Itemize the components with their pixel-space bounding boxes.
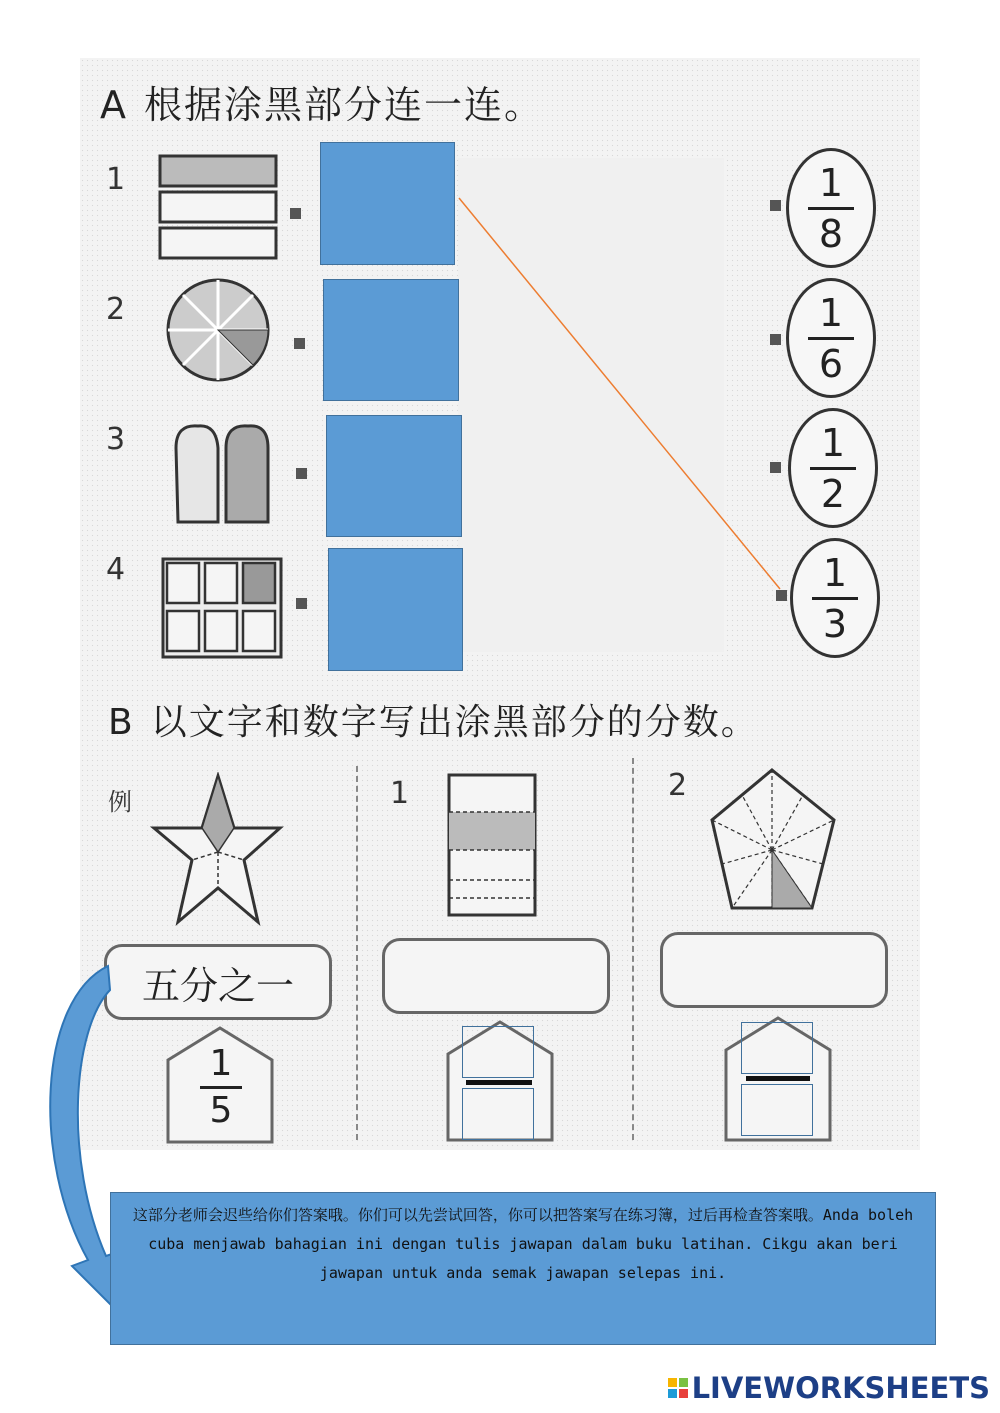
fraction-denominator: 6 [818,341,844,386]
example-fraction [196,1044,246,1131]
liveworksheets-logo-icon [668,1378,688,1398]
numerator-input-2[interactable] [741,1022,813,1074]
fraction-denominator: 8 [818,211,844,256]
connector-dot-right-2 [770,334,781,345]
fraction-oval-1-8[interactable] [786,148,876,268]
example-answer-box [104,944,332,1020]
fraction-numerator: 1 [818,160,844,205]
logo-text: LIVEWORKSHEETS [691,1371,990,1405]
fraction-denominator: 2 [820,471,846,516]
section-b-title: 以文字和数字写出涂黑部分的分数。 [150,702,759,743]
section-b-letter: B [108,702,135,743]
fraction-bar-1 [466,1080,532,1085]
logo-square [679,1389,688,1398]
row-number-4: 4 [106,552,126,587]
logo-square [679,1378,688,1387]
section-a-title: 根据涂黑部分连一连。 [144,83,545,127]
fraction-numerator: 1 [820,420,846,465]
column-divider-2 [632,758,634,1140]
denominator-input-2[interactable] [741,1084,813,1136]
pentagon-tenths-picture [708,766,838,912]
section-a-letter: A [100,83,128,127]
logo-square [668,1389,677,1398]
fraction-numerator: 1 [822,550,848,595]
connector-dot-right-4 [776,590,787,601]
column-divider-1 [356,766,358,1140]
row-number-3: 3 [106,422,126,457]
fraction-bar [808,207,854,210]
fraction-bar [808,337,854,340]
rectangle-sixths-picture [446,772,538,918]
answer-text-field-1[interactable] [382,938,610,1014]
numerator-input-1[interactable] [462,1026,534,1078]
example-answer-text: 五分之一 [141,963,294,1008]
question-number-2: 2 [668,768,688,803]
question-number-1: 1 [390,776,410,811]
fraction-denominator: 3 [822,601,848,646]
teacher-notice-text: 这部分老师会迟些给你们答案哦。你们可以先尝试回答，你可以把答案写在练习簿，过后再检查答案哦。Anda boleh cuba menjawab bahagian ini dengan tulis jawapan dalam buku latihan. Cikgu akan beri jawapan untuk anda semak jawapan selepas ini. [132,1206,914,1282]
fraction-bar-2 [746,1076,810,1081]
teacher-notice [110,1192,936,1345]
fraction-bar [812,597,858,600]
fraction-oval-1-3[interactable] [790,538,880,658]
row-number-1: 1 [106,162,126,197]
example-fraction-numerator: 1 [209,1043,233,1084]
fraction-oval-1-6[interactable] [786,278,876,398]
liveworksheets-logo [668,1371,990,1405]
section-b-heading [108,694,759,745]
example-fraction-bar [200,1086,242,1089]
fraction-bar [810,467,856,470]
logo-square [668,1378,677,1387]
connector-dot-right-1 [770,200,781,211]
star-fifths-picture [150,772,284,928]
fraction-oval-1-2[interactable] [788,408,878,528]
row-number-2: 2 [106,292,126,327]
fraction-numerator: 1 [818,290,844,335]
connector-dot-right-3 [770,462,781,473]
example-fraction-denominator: 5 [209,1090,233,1131]
answer-text-field-2[interactable] [660,932,888,1008]
example-label: 例 [108,788,132,816]
denominator-input-1[interactable] [462,1088,534,1140]
